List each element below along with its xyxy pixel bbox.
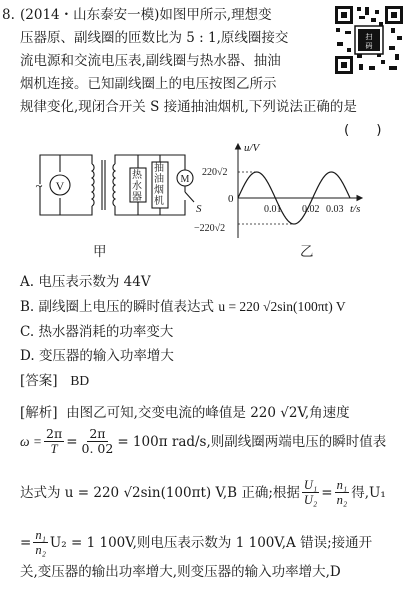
fraction-numerator: n₁ xyxy=(35,528,46,542)
question-line-2: 压器原、副线圈的匝数比为 5 : 1,原线圈接交 xyxy=(20,30,289,46)
question-number: 8. xyxy=(2,7,15,23)
ac-source-symbol: ~ xyxy=(35,178,43,193)
x-axis-arrow xyxy=(357,196,362,201)
fraction-numerator: 2π xyxy=(46,426,63,441)
fraction-denominator: U₂ xyxy=(303,493,318,507)
heater-label: 热水器 xyxy=(132,170,142,203)
answer-row xyxy=(20,372,89,390)
figure-b-caption: 乙 xyxy=(300,244,314,260)
secondary-wire-top xyxy=(115,155,185,170)
analysis-line-1 xyxy=(20,404,350,422)
fraction-denominator: n₂ xyxy=(35,543,46,557)
voltage-chart xyxy=(194,140,370,240)
svg-text:码: 码 xyxy=(365,42,373,50)
primary-wire-top xyxy=(60,155,92,164)
option-formula: u = 220 √2sin(100πt) V xyxy=(218,299,346,314)
qr-code-icon xyxy=(333,4,405,76)
question-source xyxy=(20,6,272,24)
option-letter: C. xyxy=(20,324,35,340)
analysis-text: 达式为 u = 220 √2sin(100πt) V,B 正确;根据 xyxy=(20,484,300,501)
primary-coil xyxy=(92,164,94,206)
analysis-line-4 xyxy=(20,528,372,557)
x-axis-label: t/s xyxy=(350,203,361,215)
motor-label: M xyxy=(180,174,190,185)
option-letter: B. xyxy=(20,299,35,315)
option-text: 电压表示数为 44V xyxy=(38,274,151,290)
analysis-line-2: ω = $\frac{2\pi}{T}$ = $\frac{2\pi}{0. 02}$ = 100π rad/s,则副线圈两端电压的瞬时值表 xyxy=(20,426,387,456)
analysis-text: 得,U₁ xyxy=(351,484,386,501)
option-text: 副线圈上电压的瞬时值表达式 xyxy=(38,299,219,315)
answer-blank: ( ) xyxy=(344,122,382,138)
fraction-denominator: n₂ xyxy=(336,493,348,507)
switch-label: S xyxy=(196,203,202,215)
question-line-1: 如图甲所示,理想变 xyxy=(159,7,272,23)
y-axis-label: u/V xyxy=(244,142,260,154)
omega-symbol: ω = xyxy=(20,433,43,449)
hood-label: 抽油烟机 xyxy=(154,163,164,207)
analysis-line-5: 关,变压器的输出功率增大,则变压器的输入功率增大,D xyxy=(20,564,341,580)
x-tick-label: 0.01 xyxy=(264,204,282,215)
analysis-label: [解析] xyxy=(20,405,58,421)
fraction-numerator: 2π xyxy=(89,426,106,441)
secondary-coil xyxy=(113,164,115,206)
y-axis-arrow xyxy=(236,144,241,149)
answer-label: [答案] xyxy=(20,373,58,389)
y-max-label: 220√2 xyxy=(202,167,228,178)
option-text: 变压器的输入功率增大 xyxy=(38,348,174,364)
primary-wire-bottom xyxy=(60,206,92,215)
fraction xyxy=(80,427,116,456)
analysis-text: 由图乙可知,交变电流的峰值是 220 √2V,角速度 xyxy=(66,405,350,421)
x-tick-label: 0.02 xyxy=(302,204,320,215)
switch-blade xyxy=(185,192,194,202)
fraction xyxy=(302,478,319,507)
option-letter: A. xyxy=(20,274,35,290)
svg-text:扫: 扫 xyxy=(365,33,373,41)
question-line-5: 规律变化,现闭合开关 S 接通抽油烟机,下列说法正确的是 xyxy=(20,99,357,115)
option-a xyxy=(20,273,151,291)
analysis-text: = xyxy=(20,534,32,551)
fraction-denominator: 0. 02 xyxy=(81,441,114,456)
fraction-numerator: n₁ xyxy=(336,478,348,492)
secondary-wire-bottom xyxy=(115,200,185,215)
figure-a-caption: 甲 xyxy=(93,244,107,260)
option-d xyxy=(20,347,174,365)
fraction xyxy=(44,427,64,456)
question-source-text: (2014・山东泰安一模) xyxy=(20,7,160,23)
fraction-denominator: T xyxy=(50,442,58,456)
answer-value: BD xyxy=(70,373,90,388)
option-letter: D. xyxy=(20,348,35,364)
option-c xyxy=(20,323,173,341)
fraction xyxy=(33,528,48,557)
y-min-label: −220√2 xyxy=(194,223,226,234)
analysis-text: = 100π rad/s,则副线圈两端电压的瞬时值表 xyxy=(117,433,387,450)
analysis-text: U₂ = 1 100V,则电压表示数为 1 100V,A 错误;接通开 xyxy=(49,534,373,551)
question-line-4: 烟机连接。已知副线圈上的电压按图乙所示 xyxy=(20,76,277,92)
question-line-3: 流电源和交流电压表,副线圈与热水器、抽油 xyxy=(20,53,281,69)
fraction xyxy=(335,478,350,507)
voltmeter-label: V xyxy=(55,179,65,193)
analysis-line-3: 达式为 u = 220 √2sin(100πt) V,B 正确;根据 $\frac{\text{U₁}}{\text{U₂}}$ = $\frac{\text{n₁}}{\text{n₂}}$ 得,U₁ xyxy=(20,478,386,507)
option-b xyxy=(20,298,346,316)
circuit-diagram xyxy=(30,140,205,235)
fraction-numerator: U₁ xyxy=(303,478,318,492)
x-tick-label: 0.03 xyxy=(326,204,344,215)
origin-label: 0 xyxy=(228,193,234,205)
option-text: 热水器消耗的功率变大 xyxy=(38,324,174,340)
